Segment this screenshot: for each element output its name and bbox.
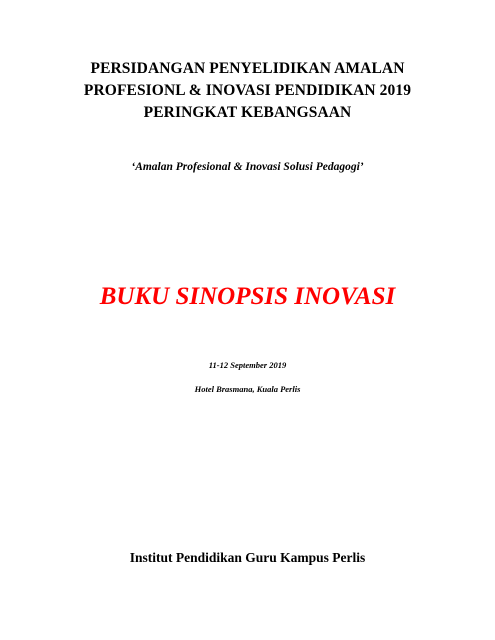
conference-title-line-3: PERINGKAT KEBANGSAAN <box>143 104 352 121</box>
conference-title <box>0 58 495 124</box>
book-title: BUKU SINOPSIS INOVASI <box>99 283 396 310</box>
conference-title-line-1: PERSIDANGAN PENYELIDIKAN AMALAN <box>90 60 405 77</box>
event-date: 11-12 September 2019 <box>208 360 287 370</box>
event-venue: Hotel Brasmana, Kuala Perlis <box>194 384 301 394</box>
conference-title-line-2: PROFESIONL & INOVASI PENDIDIKAN 2019 <box>83 82 412 99</box>
institution-name: Institut Pendidikan Guru Kampus Perlis <box>129 550 366 565</box>
conference-theme: ‘Amalan Profesional & Inovasi Solusi Pedagogi’ <box>131 161 364 173</box>
